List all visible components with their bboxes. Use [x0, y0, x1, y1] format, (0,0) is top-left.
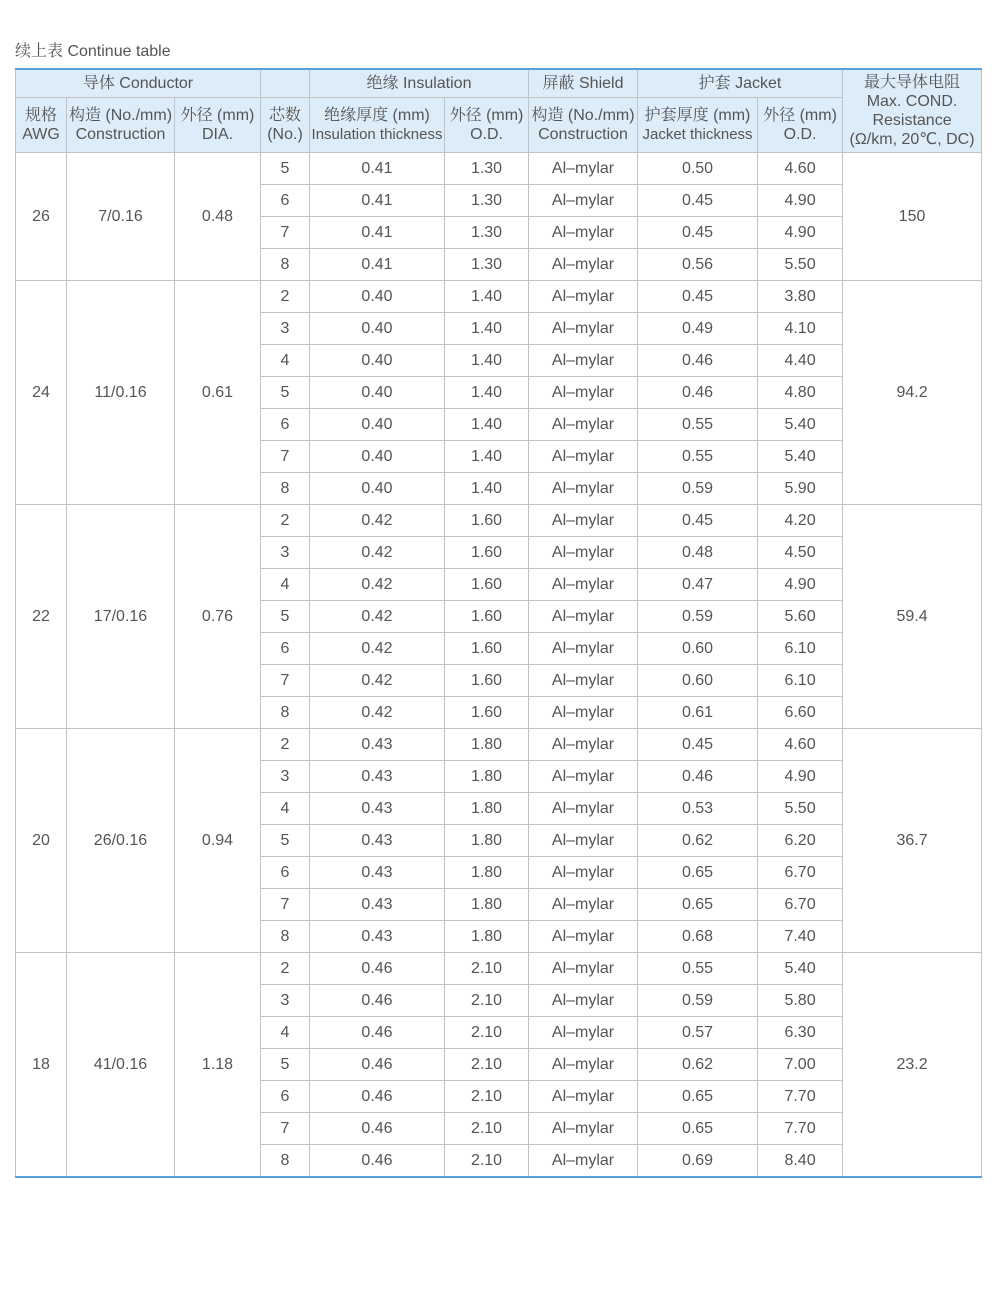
blank-header-cell	[261, 69, 310, 98]
cores-cell: 4	[261, 793, 310, 825]
jacket-od-cell: 4.60	[758, 729, 843, 761]
insulation-thickness-cell: 0.40	[310, 409, 445, 441]
cores-cell: 5	[261, 825, 310, 857]
jacket-thickness-cell: 0.55	[638, 441, 758, 473]
insulation-thickness-cell: 0.42	[310, 569, 445, 601]
cores-header	[261, 98, 310, 153]
insulation-thickness-cell: 0.40	[310, 441, 445, 473]
table-row	[16, 729, 982, 761]
resistance-cell: 36.7	[843, 729, 982, 953]
insulation-od-cell: 1.60	[445, 505, 529, 537]
table-row	[16, 505, 982, 537]
jacket-od-cell: 5.40	[758, 409, 843, 441]
shield-cell: Al–mylar	[529, 857, 638, 889]
insulation-od-cell: 2.10	[445, 1113, 529, 1145]
insulation-od-cell: 1.80	[445, 729, 529, 761]
insulation-od-cell: 1.40	[445, 281, 529, 313]
insulation-thickness-cell: 0.46	[310, 1113, 445, 1145]
jacket-od-cell: 6.70	[758, 857, 843, 889]
insulation-od-cell: 1.40	[445, 377, 529, 409]
insulation-od-cell: 2.10	[445, 1081, 529, 1113]
jacket-thickness-cell: 0.46	[638, 377, 758, 409]
insulation-od-header	[445, 98, 529, 153]
header-line-cn: 规格	[24, 107, 57, 124]
jacket-thickness-cell: 0.48	[638, 537, 758, 569]
header-line-cn: 构造 (No./mm)	[68, 107, 173, 124]
jacket-thickness-cell: 0.68	[638, 921, 758, 953]
insulation-od-cell: 1.80	[445, 889, 529, 921]
shield-cell: Al–mylar	[529, 569, 638, 601]
shield-cell: Al–mylar	[529, 665, 638, 697]
conductor-construction-cell: 7/0.16	[67, 153, 175, 281]
cores-cell: 7	[261, 665, 310, 697]
insulation-thickness-cell: 0.43	[310, 889, 445, 921]
insulation-od-cell: 1.60	[445, 569, 529, 601]
jacket-od-cell: 6.20	[758, 825, 843, 857]
conductor-dia-cell: 0.94	[175, 729, 261, 953]
insulation-thickness-cell: 0.43	[310, 825, 445, 857]
jacket-thickness-cell: 0.45	[638, 729, 758, 761]
cores-cell: 4	[261, 345, 310, 377]
table-body	[16, 153, 982, 1178]
header-line-en: (No.)	[267, 126, 303, 143]
cores-cell: 6	[261, 857, 310, 889]
shield-cell: Al–mylar	[529, 441, 638, 473]
cores-cell: 4	[261, 569, 310, 601]
insulation-od-cell: 1.30	[445, 249, 529, 281]
conductor-construction-cell: 26/0.16	[67, 729, 175, 953]
jacket-group-header: 护套 Jacket	[638, 69, 843, 98]
jacket-thickness-cell: 0.55	[638, 409, 758, 441]
header-line-cn: 芯数	[268, 107, 301, 124]
jacket-thickness-cell: 0.45	[638, 185, 758, 217]
shield-cell: Al–mylar	[529, 697, 638, 729]
header-line-en: Construction	[75, 126, 166, 143]
insulation-od-cell: 1.30	[445, 217, 529, 249]
awg-cell: 22	[16, 505, 67, 729]
insulation-thickness-cell: 0.42	[310, 633, 445, 665]
shield-cell: Al–mylar	[529, 217, 638, 249]
header-line-cn: 外径 (mm)	[763, 107, 837, 124]
cores-cell: 5	[261, 1049, 310, 1081]
cores-cell: 3	[261, 313, 310, 345]
header-line-cn: 绝缘厚度 (mm)	[324, 107, 430, 124]
insulation-od-cell: 1.80	[445, 857, 529, 889]
shield-cell: Al–mylar	[529, 345, 638, 377]
conductor-group-header: 导体 Conductor	[16, 69, 261, 98]
insulation-thickness-cell: 0.46	[310, 985, 445, 1017]
header-line-en: DIA.	[201, 126, 234, 143]
cores-cell: 6	[261, 1081, 310, 1113]
cores-cell: 3	[261, 761, 310, 793]
cores-cell: 7	[261, 1113, 310, 1145]
shield-cell: Al–mylar	[529, 505, 638, 537]
jacket-od-cell: 4.40	[758, 345, 843, 377]
insulation-thickness-cell: 0.46	[310, 1145, 445, 1178]
insulation-thickness-cell: 0.46	[310, 1017, 445, 1049]
awg-cell: 20	[16, 729, 67, 953]
jacket-thickness-cell: 0.47	[638, 569, 758, 601]
jacket-thickness-cell: 0.69	[638, 1145, 758, 1178]
header-line-en: Insulation thickness	[311, 126, 443, 143]
jacket-od-cell: 4.80	[758, 377, 843, 409]
insulation-thickness-cell: 0.43	[310, 921, 445, 953]
shield-cell: Al–mylar	[529, 985, 638, 1017]
conductor-dia-cell: 0.61	[175, 281, 261, 505]
jacket-od-cell: 6.30	[758, 1017, 843, 1049]
jacket-thickness-cell: 0.45	[638, 281, 758, 313]
jacket-od-cell: 4.90	[758, 761, 843, 793]
shield-cell: Al–mylar	[529, 249, 638, 281]
cores-cell: 8	[261, 921, 310, 953]
insulation-od-cell: 2.10	[445, 1049, 529, 1081]
header-line-en: O.D.	[470, 126, 503, 143]
awg-header	[16, 98, 67, 153]
jacket-od-cell: 5.90	[758, 473, 843, 505]
table-row	[16, 953, 982, 985]
table-caption: 续上表 Continue table	[15, 43, 171, 60]
insulation-od-cell: 1.30	[445, 185, 529, 217]
awg-cell: 18	[16, 953, 67, 1178]
jacket-thickness-cell: 0.53	[638, 793, 758, 825]
resistance-cell: 23.2	[843, 953, 982, 1178]
jacket-thickness-cell: 0.56	[638, 249, 758, 281]
jacket-thickness-cell: 0.59	[638, 601, 758, 633]
jacket-thickness-cell: 0.49	[638, 313, 758, 345]
insulation-thickness-cell: 0.41	[310, 249, 445, 281]
cores-cell: 8	[261, 249, 310, 281]
jacket-thickness-cell: 0.50	[638, 153, 758, 185]
shield-cell: Al–mylar	[529, 313, 638, 345]
insulation-od-cell: 2.10	[445, 1145, 529, 1178]
shield-cell: Al–mylar	[529, 793, 638, 825]
shield-cell: Al–mylar	[529, 761, 638, 793]
insulation-od-cell: 1.40	[445, 473, 529, 505]
header-line-en: O.D.	[783, 126, 817, 143]
insulation-thickness-cell: 0.46	[310, 1081, 445, 1113]
header-line-cn: 构造 (No./mm)	[531, 107, 635, 124]
cores-cell: 6	[261, 409, 310, 441]
jacket-od-cell: 5.40	[758, 441, 843, 473]
cores-cell: 7	[261, 889, 310, 921]
shield-cell: Al–mylar	[529, 1049, 638, 1081]
insulation-od-cell: 1.80	[445, 761, 529, 793]
jacket-thickness-header	[638, 98, 758, 153]
awg-cell: 26	[16, 153, 67, 281]
conductor-dia-cell: 1.18	[175, 953, 261, 1178]
insulation-thickness-cell: 0.42	[310, 697, 445, 729]
insulation-od-cell: 1.30	[445, 153, 529, 185]
jacket-thickness-cell: 0.46	[638, 345, 758, 377]
conductor-dia-cell: 0.48	[175, 153, 261, 281]
jacket-thickness-cell: 0.59	[638, 985, 758, 1017]
jacket-od-cell: 4.20	[758, 505, 843, 537]
jacket-od-cell: 4.90	[758, 185, 843, 217]
jacket-od-cell: 7.70	[758, 1081, 843, 1113]
insulation-thickness-cell: 0.43	[310, 857, 445, 889]
insulation-od-cell: 1.80	[445, 825, 529, 857]
jacket-thickness-cell: 0.65	[638, 889, 758, 921]
cores-cell: 5	[261, 153, 310, 185]
jacket-od-cell: 6.70	[758, 889, 843, 921]
cores-cell: 4	[261, 1017, 310, 1049]
cores-cell: 2	[261, 953, 310, 985]
insulation-thickness-cell: 0.40	[310, 377, 445, 409]
insulation-od-cell: 1.60	[445, 633, 529, 665]
shield-cell: Al–mylar	[529, 1113, 638, 1145]
insulation-thickness-cell: 0.46	[310, 1049, 445, 1081]
cores-cell: 5	[261, 377, 310, 409]
jacket-od-cell: 4.10	[758, 313, 843, 345]
conductor-construction-header	[67, 98, 175, 153]
jacket-od-cell: 3.80	[758, 281, 843, 313]
resistance-cell: 150	[843, 153, 982, 281]
jacket-thickness-cell: 0.46	[638, 761, 758, 793]
jacket-od-cell: 7.40	[758, 921, 843, 953]
jacket-thickness-cell: 0.65	[638, 1081, 758, 1113]
cable-spec-table	[15, 68, 982, 1178]
cores-cell: 8	[261, 697, 310, 729]
jacket-od-cell: 5.80	[758, 985, 843, 1017]
insulation-thickness-cell: 0.40	[310, 345, 445, 377]
shield-cell: Al–mylar	[529, 185, 638, 217]
shield-cell: Al–mylar	[529, 889, 638, 921]
resistance-header-line: Max. COND.	[866, 93, 958, 110]
insulation-od-cell: 1.80	[445, 921, 529, 953]
cores-cell: 2	[261, 505, 310, 537]
insulation-od-cell: 1.60	[445, 537, 529, 569]
cores-cell: 6	[261, 633, 310, 665]
insulation-thickness-cell: 0.40	[310, 313, 445, 345]
cores-cell: 5	[261, 601, 310, 633]
insulation-thickness-cell: 0.42	[310, 601, 445, 633]
resistance-header-line: (Ω/km, 20℃, DC)	[849, 131, 975, 148]
resistance-cell: 59.4	[843, 505, 982, 729]
cores-cell: 7	[261, 217, 310, 249]
shield-cell: Al–mylar	[529, 729, 638, 761]
insulation-thickness-cell: 0.40	[310, 281, 445, 313]
cores-cell: 8	[261, 473, 310, 505]
jacket-od-cell: 6.60	[758, 697, 843, 729]
jacket-thickness-cell: 0.57	[638, 1017, 758, 1049]
jacket-thickness-cell: 0.62	[638, 1049, 758, 1081]
insulation-od-cell: 1.60	[445, 601, 529, 633]
header-line-cn: 外径 (mm)	[180, 107, 255, 124]
shield-cell: Al–mylar	[529, 409, 638, 441]
insulation-thickness-header	[310, 98, 445, 153]
insulation-thickness-cell: 0.42	[310, 505, 445, 537]
cores-cell: 2	[261, 281, 310, 313]
jacket-od-cell: 4.90	[758, 569, 843, 601]
jacket-thickness-cell: 0.59	[638, 473, 758, 505]
insulation-thickness-cell: 0.42	[310, 537, 445, 569]
jacket-od-cell: 5.50	[758, 249, 843, 281]
resistance-header-line: Resistance	[872, 112, 952, 129]
jacket-od-cell: 4.50	[758, 537, 843, 569]
jacket-od-cell: 5.60	[758, 601, 843, 633]
insulation-od-cell: 2.10	[445, 953, 529, 985]
conductor-construction-cell: 17/0.16	[67, 505, 175, 729]
jacket-od-header	[758, 98, 843, 153]
jacket-od-cell: 6.10	[758, 633, 843, 665]
jacket-thickness-cell: 0.55	[638, 953, 758, 985]
awg-cell: 24	[16, 281, 67, 505]
jacket-thickness-cell: 0.65	[638, 1113, 758, 1145]
shield-cell: Al–mylar	[529, 633, 638, 665]
jacket-od-cell: 7.70	[758, 1113, 843, 1145]
jacket-od-cell: 4.60	[758, 153, 843, 185]
conductor-construction-cell: 11/0.16	[67, 281, 175, 505]
jacket-thickness-cell: 0.60	[638, 633, 758, 665]
table-row	[16, 153, 982, 185]
conductor-construction-cell: 41/0.16	[67, 953, 175, 1178]
jacket-od-cell: 5.50	[758, 793, 843, 825]
shield-cell: Al–mylar	[529, 473, 638, 505]
shield-group-header: 屏蔽 Shield	[529, 69, 638, 98]
jacket-od-cell: 6.10	[758, 665, 843, 697]
header-line-en: Construction	[538, 126, 628, 143]
shield-cell: Al–mylar	[529, 953, 638, 985]
insulation-thickness-cell: 0.46	[310, 953, 445, 985]
insulation-thickness-cell: 0.42	[310, 665, 445, 697]
insulation-thickness-cell: 0.43	[310, 761, 445, 793]
shield-construction-header	[529, 98, 638, 153]
insulation-od-cell: 1.60	[445, 665, 529, 697]
insulation-thickness-cell: 0.41	[310, 217, 445, 249]
table-row	[16, 281, 982, 313]
insulation-od-cell: 1.60	[445, 697, 529, 729]
shield-cell: Al–mylar	[529, 921, 638, 953]
insulation-od-cell: 1.40	[445, 345, 529, 377]
cores-cell: 8	[261, 1145, 310, 1178]
jacket-thickness-cell: 0.61	[638, 697, 758, 729]
insulation-group-header: 绝缘 Insulation	[310, 69, 529, 98]
shield-cell: Al–mylar	[529, 825, 638, 857]
jacket-thickness-cell: 0.45	[638, 217, 758, 249]
insulation-thickness-cell: 0.41	[310, 185, 445, 217]
cores-cell: 3	[261, 985, 310, 1017]
insulation-od-cell: 1.40	[445, 441, 529, 473]
shield-cell: Al–mylar	[529, 281, 638, 313]
insulation-od-cell: 2.10	[445, 985, 529, 1017]
cores-cell: 2	[261, 729, 310, 761]
header-column-row	[16, 98, 982, 153]
jacket-od-cell: 4.90	[758, 217, 843, 249]
jacket-od-cell: 8.40	[758, 1145, 843, 1178]
jacket-od-cell: 5.40	[758, 953, 843, 985]
shield-cell: Al–mylar	[529, 1081, 638, 1113]
shield-cell: Al–mylar	[529, 1017, 638, 1049]
header-line-en: Jacket thickness	[642, 126, 753, 143]
insulation-thickness-cell: 0.43	[310, 793, 445, 825]
shield-cell: Al–mylar	[529, 601, 638, 633]
header-line-cn: 外径 (mm)	[449, 107, 524, 124]
jacket-thickness-cell: 0.62	[638, 825, 758, 857]
insulation-od-cell: 2.10	[445, 1017, 529, 1049]
cores-cell: 3	[261, 537, 310, 569]
header-line-cn: 护套厚度 (mm)	[644, 107, 751, 124]
insulation-od-cell: 1.40	[445, 409, 529, 441]
shield-cell: Al–mylar	[529, 377, 638, 409]
shield-cell: Al–mylar	[529, 537, 638, 569]
jacket-thickness-cell: 0.60	[638, 665, 758, 697]
insulation-thickness-cell: 0.43	[310, 729, 445, 761]
cores-cell: 6	[261, 185, 310, 217]
insulation-od-cell: 1.80	[445, 793, 529, 825]
insulation-od-cell: 1.40	[445, 313, 529, 345]
resistance-header-line: 最大导体电阻	[864, 74, 961, 91]
conductor-dia-header	[175, 98, 261, 153]
cores-cell: 7	[261, 441, 310, 473]
insulation-thickness-cell: 0.41	[310, 153, 445, 185]
shield-cell: Al–mylar	[529, 1145, 638, 1178]
header-group-row	[16, 69, 982, 98]
conductor-dia-cell: 0.76	[175, 505, 261, 729]
header-line-en: AWG	[22, 126, 60, 143]
shield-cell: Al–mylar	[529, 153, 638, 185]
jacket-thickness-cell: 0.65	[638, 857, 758, 889]
insulation-thickness-cell: 0.40	[310, 473, 445, 505]
resistance-cell: 94.2	[843, 281, 982, 505]
resistance-header	[843, 69, 982, 153]
jacket-thickness-cell: 0.45	[638, 505, 758, 537]
jacket-od-cell: 7.00	[758, 1049, 843, 1081]
